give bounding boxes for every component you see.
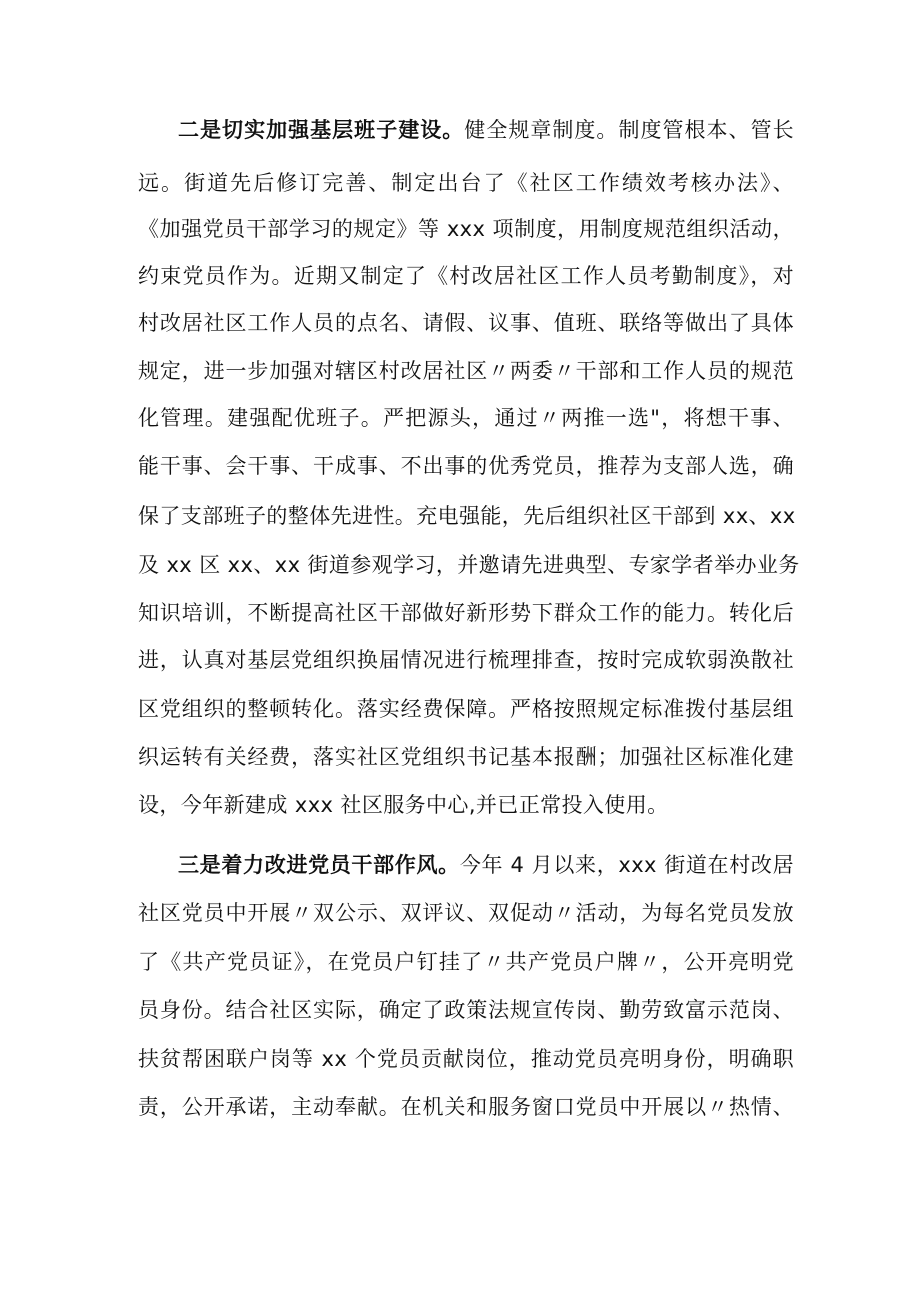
paragraph-2-line-11: 知识培训，不断提高社区干部做好新形势下群众工作的能力。转化后 [138,601,794,625]
paragraph-3-line-6: 责，公开承诺，主动奉献。在机关和服务窗口党员中开展以〃热情、 [138,1095,794,1119]
paragraph-2-line-15: 设，今年新建成 xxx 社区服务中心,并已正常投入使用。 [138,793,669,817]
paragraph-3-heading: 三是着力改进党员干部作风。 [178,853,460,877]
paragraph-2-line-8: 能干事、会干事、干成事、不出事的优秀党员，推荐为支部人选，确 [138,454,794,478]
paragraph-2-line-14: 织运转有关经费，落实社区党组织书记基本报酬；加强社区标准化建 [138,745,794,769]
paragraph-3-line-5: 扶贫帮困联户岗等 xx 个党员贡献岗位，推动党员亮明身份，明确职 [138,1047,794,1071]
paragraph-2-line-6: 规定，进一步加强对辖区村改居社区〃两委〃干部和工作人员的规范 [138,359,794,383]
paragraph-3-line-1 [178,845,794,885]
paragraph-2-line-1 [178,110,794,150]
paragraph-2-line-2: 远。街道先后修订完善、制定出台了《社区工作绩效考核办法》、 [138,171,794,195]
paragraph-2-line-10: 及 xx 区 xx、xx 街道参观学习，并邀请先进典型、专家学者举办业务 [138,553,800,577]
paragraph-2-line-9: 保了支部班子的整体先进性。充电强能，先后组织社区干部到 xx、xx [138,504,796,528]
paragraph-2-line-3: 《加强党员干部学习的规定》等 xxx 项制度，用制度规范组织活动， [138,217,794,241]
paragraph-3-line-3: 了《共产党员证》，在党员户钉挂了〃共产党员户牌〃，公开亮明党 [138,950,794,974]
paragraph-2-line-7: 化管理。建强配优班子。严把源头，通过〃两推一选"，将想干事、 [138,406,794,430]
paragraph-2-line-5: 村改居社区工作人员的点名、请假、议事、值班、联络等做出了具体 [138,311,794,335]
paragraph-3-text: 今年 4 月以来，xxx 街道在村改居 [459,853,794,877]
paragraph-3-line-4: 员身份。结合社区实际，确定了政策法规宣传岗、勤劳致富示范岗、 [138,998,794,1022]
paragraph-2-line-12: 进，认真对基层党组织换届情况进行梳理排查，按时完成软弱涣散社 [138,648,794,672]
paragraph-2-line-13: 区党组织的整顿转化。落实经费保障。严格按照规定标准拨付基层组 [138,697,794,721]
paragraph-2-line-4: 约束党员作为。近期又制定了《村改居社区工作人员考勤制度》，对 [138,264,794,288]
paragraph-2-heading: 二是切实加强基层班子建设。 [178,118,465,142]
paragraph-2-text: 健全规章制度。制度管根本、管长 [464,118,795,142]
paragraph-3-line-2: 社区党员中开展〃双公示、双评议、双促动〃活动，为每名党员发放 [138,901,794,925]
